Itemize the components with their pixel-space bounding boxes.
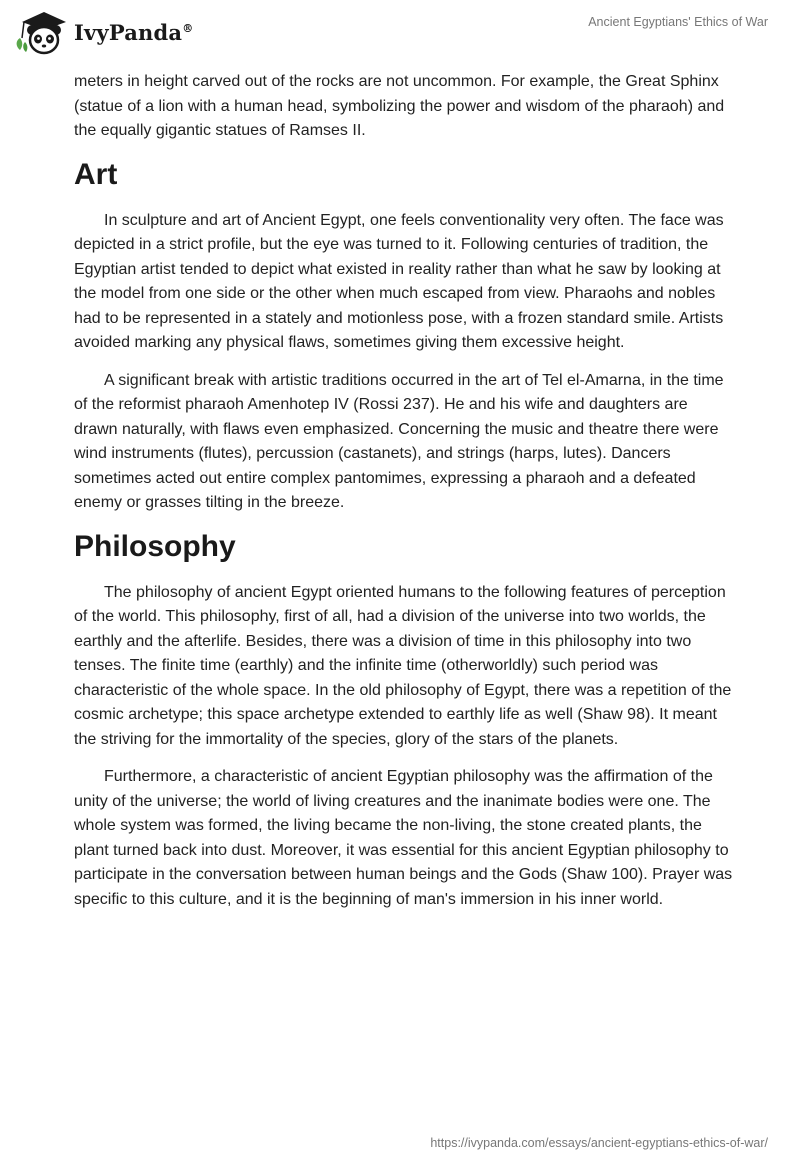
panda-graduation-icon [14, 8, 70, 56]
document-title: Ancient Egyptians' Ethics of War [588, 15, 768, 29]
philosophy-paragraph-1: The philosophy of ancient Egypt oriented humans to the following features of perception of the world. This philosophy, first of all, had a division of the universe into two worlds, the earthly and the afterlife. Besides, there was a division of time in this philosophy into two tenses. The finite time (earthly) and the infinite time (otherworldly) such period was characteristic of the whole space. In the old philosophy of Egypt, there was a repetition of the cosmic archetype; this space archetype extended to earthly life as well (Shaw 98). It meant the striving for the immortality of the species, glory of the stars of the planets. [74, 583, 732, 748]
page-header [0, 0, 800, 64]
intro-paragraph: meters in height carved out of the rocks are not uncommon. For example, the Great Sphinx (statue of a lion with a human head, symbolizing the power and wisdom of the pharaoh) and the equally gigantic statues of Ramses II. [74, 73, 725, 139]
ivypanda-logo[interactable] [14, 8, 193, 56]
section-heading-philosophy: Philosophy [74, 529, 236, 563]
philosophy-paragraph-2: Furthermore, a characteristic of ancient Egyptian philosophy was the affirmation of the unity of the universe; the world of living creatures and the inanimate bodies were one. The whole system was formed, the living became the non-living, the stone created plants, the plant turned back into dust. Moreover, it was essential for this ancient Egyptian philosophy to participate in the conversation between human beings and the Gods (Shaw 100). Prayer was specific to this culture, and it is the beginning of man's immersion in his inner world. [74, 768, 733, 908]
section-heading-art: Art [74, 157, 118, 191]
footer-source-url[interactable]: https://ivypanda.com/essays/ancient-egyptians-ethics-of-war/ [430, 1136, 768, 1150]
registered-mark: ® [182, 21, 194, 35]
art-paragraph-2: A significant break with artistic traditions occurred in the art of Tel el-Amarna, in the time of the reformist pharaoh Amenhotep IV (Rossi 237). He and his wife and daughters are drawn naturally, with flaws even emphasized. Concerning the music and theatre there were wind instruments (flutes), percussion (castanets), and strings (harps, lutes). Dancers sometimes acted out entire complex pantomimes, expressing a pharaoh and a defeated enemy or grasses tilting in the breeze. [74, 371, 724, 511]
art-paragraph-1: In sculpture and art of Ancient Egypt, one feels conventionality very often. The face was depicted in a strict profile, but the eye was turned to it. Following centuries of tradition, the Egyptian artist tended to depict what existed in reality rather than what he saw by looking at the model from one side or the other when much escaped from view. Pharaohs and nobles had to be represented in a stately and motionless pose, with a frozen standard smile. Artists avoided marking any physical flaws, sometimes giving them excessive height. [74, 211, 724, 351]
essay-content [74, 70, 734, 925]
brand-name [74, 20, 193, 45]
brand-text: IvyPanda [74, 19, 183, 45]
